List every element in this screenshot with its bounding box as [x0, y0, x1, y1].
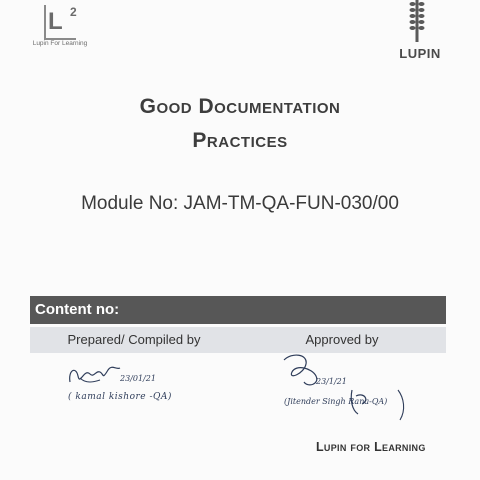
footer-tagline: Lupin for Learning — [316, 440, 426, 454]
approved-signature-date: 23/1/21 — [316, 377, 347, 386]
l2-logo-superscript: 2 — [70, 5, 77, 19]
l2-logo — [32, 5, 88, 51]
approved-signature — [278, 350, 418, 422]
prepared-signature-date: 23/01/21 — [120, 374, 156, 383]
prepared-by-header: Prepared/ Compiled by — [67, 332, 201, 347]
l2-logo-caption: Lupin For Learning — [32, 40, 88, 47]
approved-by-header: Approved by — [305, 332, 379, 347]
title-line-2: Practices — [192, 129, 288, 152]
document-title — [60, 90, 420, 158]
content-no-bar: Content no: — [30, 296, 446, 324]
lupin-flower-icon — [408, 0, 426, 42]
approved-signature-name: (Jitender Singh Rana-QA) — [284, 397, 388, 406]
l2-logo-letter: L — [48, 8, 63, 35]
prepared-signature-name: ( kamal kishore -QA) — [68, 392, 172, 402]
brand-name: LUPIN — [399, 46, 441, 61]
prepared-signature — [66, 360, 126, 390]
title-line-1: Good Documentation — [139, 95, 341, 118]
module-number: Module No: JAM-TM-QA-FUN-030/00 — [81, 193, 399, 214]
